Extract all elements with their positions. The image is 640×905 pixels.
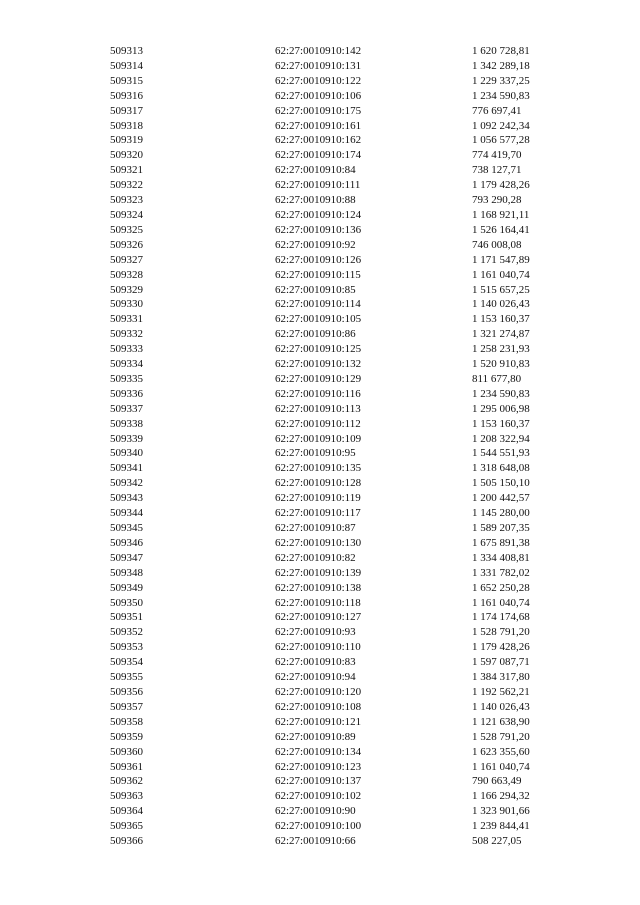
cadastral-value-cell: 1 589 207,35 [472,522,530,534]
cadastral-number-cell: 62:27:0010910:92 [275,238,356,251]
cadastral-number-cell: 62:27:0010910:112 [275,417,361,430]
cadastral-value-cell: 1 229 337,25 [472,74,530,87]
cadastral-number-cell: 62:27:0010910:125 [275,343,362,356]
table-row [110,834,572,849]
cadastral-value-cell: 1 192 562,21 [472,685,530,698]
table-row [110,596,572,611]
cadastral-number-cell: 62:27:0010910:129 [275,372,362,385]
table-row [110,342,572,357]
table-row [110,506,572,521]
cadastral-number-cell: 62:27:0010910:102 [275,790,362,803]
table-row [110,59,572,74]
cadastral-value-cell: 1 161 040,74 [472,760,530,773]
table-row [110,402,572,417]
cadastral-number-cell: 62:27:0010910:109 [275,432,362,445]
row-number-cell: 509360 [110,745,143,758]
cadastral-value-cell: 811 677,80 [472,372,522,385]
row-number-cell: 509317 [110,104,143,117]
table-row [110,804,572,819]
row-number-cell: 509314 [110,59,143,72]
cadastral-number-cell: 62:27:0010910:175 [275,104,362,117]
cadastral-number-cell: 62:27:0010910:162 [275,134,362,147]
cadastral-number-cell: 62:27:0010910:114 [275,298,361,311]
cadastral-value-cell: 1 620 728,81 [472,45,530,57]
row-number-cell: 509335 [110,372,143,385]
cadastral-number-cell: 62:27:0010910:142 [275,45,362,57]
table-row [110,640,572,655]
row-number-cell: 509315 [110,74,143,87]
cadastral-value-cell: 738 127,71 [472,164,522,177]
table-row [110,253,572,268]
table-row [110,760,572,775]
row-number-cell: 509358 [110,715,143,728]
table-row [110,655,572,670]
cadastral-number-cell: 62:27:0010910:93 [275,626,356,639]
row-number-cell: 509331 [110,313,143,326]
cadastral-value-cell: 1 258 231,93 [472,343,530,356]
table-row [110,685,572,700]
cadastral-number-cell: 62:27:0010910:90 [275,805,356,818]
table-row [110,193,572,208]
row-number-cell: 509333 [110,343,143,356]
row-number-cell: 509332 [110,328,143,341]
row-number-cell: 509340 [110,447,143,460]
cadastral-number-cell: 62:27:0010910:66 [275,835,356,848]
cadastral-number-cell: 62:27:0010910:122 [275,74,362,87]
row-number-cell: 509359 [110,730,143,743]
table-row [110,268,572,283]
row-number-cell: 509318 [110,119,143,132]
cadastral-number-cell: 62:27:0010910:111 [275,179,361,192]
cadastral-number-cell: 62:27:0010910:85 [275,283,356,296]
cadastral-number-cell: 62:27:0010910:83 [275,656,356,669]
cadastral-value-cell: 1 321 274,87 [472,328,530,341]
cadastral-value-cell: 1 505 150,10 [472,477,530,490]
cadastral-value-cell: 1 342 289,18 [472,59,530,72]
row-number-cell: 509327 [110,253,143,266]
table-row [110,625,572,640]
cadastral-value-cell: 1 140 026,43 [472,298,530,311]
cadastral-value-cell: 1 092 242,34 [472,119,530,132]
row-number-cell: 509353 [110,641,143,654]
row-number-cell: 509320 [110,149,143,162]
row-number-cell: 509339 [110,432,143,445]
cadastral-value-cell: 1 179 428,26 [472,179,530,192]
cadastral-number-cell: 62:27:0010910:113 [275,402,361,415]
table-row [110,327,572,342]
row-number-cell: 509323 [110,194,143,207]
table-row [110,417,572,432]
table-row [110,133,572,148]
table-row [110,446,572,461]
cadastral-value-cell: 1 295 006,98 [472,402,530,415]
row-number-cell: 509322 [110,179,143,192]
cadastral-value-cell: 1 334 408,81 [472,551,530,564]
cadastral-number-cell: 62:27:0010910:130 [275,536,362,549]
row-number-cell: 509342 [110,477,143,490]
row-number-cell: 509338 [110,417,143,430]
cadastral-value-cell: 1 174 174,68 [472,611,530,624]
cadastral-value-cell: 1 121 638,90 [472,715,530,728]
cadastral-number-cell: 62:27:0010910:105 [275,313,362,326]
table-row [110,789,572,804]
table-row [110,461,572,476]
row-number-cell: 509344 [110,507,143,520]
cadastral-value-cell: 1 171 547,89 [472,253,530,266]
table-row [110,372,572,387]
table-row [110,312,572,327]
cadastral-value-cell: 1 168 921,11 [472,208,530,221]
row-number-cell: 509341 [110,462,143,475]
row-number-cell: 509345 [110,522,143,534]
cadastral-number-cell: 62:27:0010910:108 [275,700,362,713]
row-number-cell: 509350 [110,596,143,609]
table-row [110,774,572,789]
cadastral-number-cell: 62:27:0010910:139 [275,566,362,579]
cadastral-value-cell: 776 697,41 [472,104,522,117]
cadastral-value-cell: 774 419,70 [472,149,522,162]
cadastral-number-cell: 62:27:0010910:106 [275,89,362,102]
cadastral-value-cell: 508 227,05 [472,835,522,848]
table-row [110,610,572,625]
row-number-cell: 509321 [110,164,143,177]
cadastral-value-cell: 1 526 164,41 [472,223,530,236]
cadastral-number-cell: 62:27:0010910:88 [275,194,356,207]
cadastral-number-cell: 62:27:0010910:115 [275,268,361,281]
row-number-cell: 509362 [110,775,143,788]
cadastral-number-cell: 62:27:0010910:134 [275,745,362,758]
table-row [110,283,572,298]
cadastral-value-cell: 1 520 910,83 [472,358,530,371]
row-number-cell: 509349 [110,581,143,594]
table-row [110,566,572,581]
row-number-cell: 509313 [110,45,143,57]
cadastral-number-cell: 62:27:0010910:119 [275,492,361,505]
cadastral-value-cell: 1 675 891,38 [472,536,530,549]
row-number-cell: 509366 [110,835,143,848]
cadastral-number-cell: 62:27:0010910:110 [275,641,361,654]
row-number-cell: 509364 [110,805,143,818]
table-row [110,387,572,402]
cadastral-number-cell: 62:27:0010910:132 [275,358,362,371]
table-row [110,297,572,312]
cadastral-number-cell: 62:27:0010910:126 [275,253,362,266]
cadastral-value-cell: 1 623 355,60 [472,745,530,758]
table-row [110,74,572,89]
cadastral-value-cell: 1 544 551,93 [472,447,530,460]
table-row [110,745,572,760]
cadastral-value-cell: 1 179 428,26 [472,641,530,654]
row-number-cell: 509325 [110,223,143,236]
table-row [110,730,572,745]
cadastral-number-cell: 62:27:0010910:124 [275,208,362,221]
cadastral-number-cell: 62:27:0010910:136 [275,223,362,236]
cadastral-value-cell: 1 208 322,94 [472,432,530,445]
table-row [110,163,572,178]
row-number-cell: 509347 [110,551,143,564]
table-row [110,89,572,104]
cadastral-number-cell: 62:27:0010910:117 [275,507,361,520]
row-number-cell: 509348 [110,566,143,579]
row-number-cell: 509326 [110,238,143,251]
table-row [110,148,572,163]
table-row [110,670,572,685]
row-number-cell: 509357 [110,700,143,713]
row-number-cell: 509356 [110,685,143,698]
cadastral-number-cell: 62:27:0010910:161 [275,119,362,132]
cadastral-value-cell: 1 331 782,02 [472,566,530,579]
cadastral-number-cell: 62:27:0010910:95 [275,447,356,460]
cadastral-value-cell: 1 384 317,80 [472,671,530,684]
table-row [110,700,572,715]
table-row [110,521,572,536]
cadastral-value-cell: 790 663,49 [472,775,522,788]
cadastral-value-cell: 1 528 791,20 [472,730,530,743]
cadastral-value-cell: 1 200 442,57 [472,492,530,505]
table-row [110,536,572,551]
row-number-cell: 509361 [110,760,143,773]
cadastral-number-cell: 62:27:0010910:138 [275,581,362,594]
cadastral-number-cell: 62:27:0010910:120 [275,685,362,698]
row-number-cell: 509324 [110,208,143,221]
row-number-cell: 509316 [110,89,143,102]
row-number-cell: 509365 [110,820,143,833]
table-row [110,104,572,119]
cadastral-value-cell: 1 234 590,83 [472,387,530,400]
table-row [110,178,572,193]
row-number-cell: 509343 [110,492,143,505]
cadastral-value-cell: 1 161 040,74 [472,596,530,609]
row-number-cell: 509363 [110,790,143,803]
cadastral-number-cell: 62:27:0010910:135 [275,462,362,475]
row-number-cell: 509354 [110,656,143,669]
row-number-cell: 509330 [110,298,143,311]
row-number-cell: 509346 [110,536,143,549]
cadastral-number-cell: 62:27:0010910:100 [275,820,362,833]
cadastral-value-cell: 1 145 280,00 [472,507,530,520]
row-number-cell: 509329 [110,283,143,296]
cadastral-value-cell: 1 323 901,66 [472,805,530,818]
cadastral-value-cell: 1 597 087,71 [472,656,530,669]
row-number-cell: 509328 [110,268,143,281]
row-number-cell: 509319 [110,134,143,147]
cadastral-value-cell: 1 239 844,41 [472,820,530,833]
cadastral-value-cell: 1 161 040,74 [472,268,530,281]
row-number-cell: 509334 [110,358,143,371]
table-row [110,223,572,238]
cadastral-value-cell: 746 008,08 [472,238,522,251]
cadastral-number-cell: 62:27:0010910:123 [275,760,362,773]
cadastral-number-cell: 62:27:0010910:89 [275,730,356,743]
cadastral-value-cell: 1 153 160,37 [472,417,530,430]
table-row [110,491,572,506]
cadastral-value-cell: 1 515 657,25 [472,283,530,296]
table-row [110,581,572,596]
cadastral-number-cell: 62:27:0010910:118 [275,596,361,609]
table-row [110,119,572,134]
cadastral-value-cell: 1 140 026,43 [472,700,530,713]
table-row [110,551,572,566]
table-row [110,432,572,447]
cadastral-number-cell: 62:27:0010910:84 [275,164,356,177]
cadastral-number-cell: 62:27:0010910:116 [275,387,361,400]
table-row [110,476,572,491]
row-number-cell: 509351 [110,611,143,624]
table-row [110,238,572,253]
table-row [110,819,572,834]
cadastral-value-cell: 1 166 294,32 [472,790,530,803]
cadastral-value-cell: 1 234 590,83 [472,89,530,102]
cadastral-number-cell: 62:27:0010910:127 [275,611,362,624]
cadastral-number-cell: 62:27:0010910:131 [275,59,362,72]
row-number-cell: 509336 [110,387,143,400]
cadastral-value-cell: 1 153 160,37 [472,313,530,326]
cadastral-number-cell: 62:27:0010910:86 [275,328,356,341]
cadastral-value-cell: 1 652 250,28 [472,581,530,594]
cadastral-value-cell: 1 528 791,20 [472,626,530,639]
cadastral-number-cell: 62:27:0010910:137 [275,775,362,788]
cadastral-number-cell: 62:27:0010910:128 [275,477,362,490]
cadastral-number-cell: 62:27:0010910:94 [275,671,356,684]
cadastral-value-cell: 793 290,28 [472,194,522,207]
cadastral-value-cell: 1 056 577,28 [472,134,530,147]
cadastral-value-cell: 1 318 648,08 [472,462,530,475]
row-number-cell: 509355 [110,671,143,684]
table-row [110,715,572,730]
cadastral-number-cell: 62:27:0010910:174 [275,149,362,162]
cadastral-number-cell: 62:27:0010910:121 [275,715,362,728]
cadastral-value-table [110,44,572,849]
table-row [110,357,572,372]
table-row [110,44,572,59]
cadastral-number-cell: 62:27:0010910:87 [275,522,356,534]
table-body [110,44,572,849]
row-number-cell: 509352 [110,626,143,639]
row-number-cell: 509337 [110,402,143,415]
table-row [110,208,572,223]
cadastral-number-cell: 62:27:0010910:82 [275,551,356,564]
